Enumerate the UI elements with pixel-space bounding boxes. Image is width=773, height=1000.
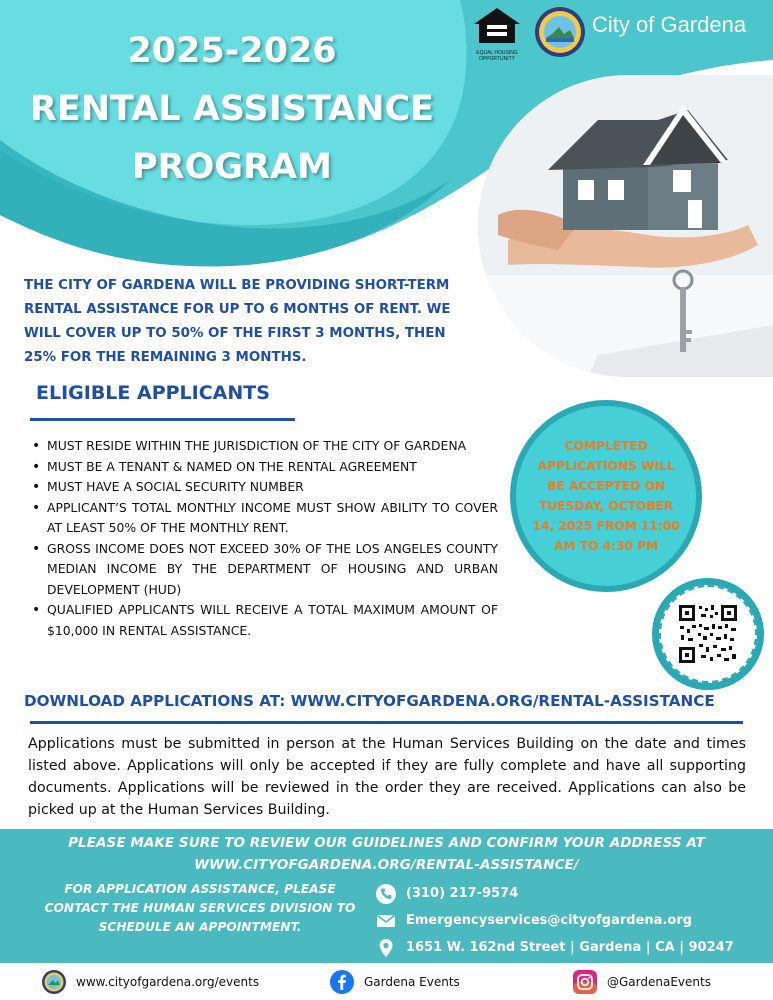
eligibility-list xyxy=(30,436,498,641)
city-name: City of Gardena xyxy=(592,12,747,37)
street-address: 1651 W. 162nd Street | Gardena | CA | 90247 xyxy=(406,940,734,955)
mail-icon xyxy=(376,911,396,931)
contact-email[interactable] xyxy=(376,907,734,934)
house-in-hand-photo xyxy=(478,75,773,377)
title-line-2: RENTAL ASSISTANCE xyxy=(29,89,435,129)
footer xyxy=(0,963,773,1000)
footer-website[interactable] xyxy=(42,970,259,994)
location-pin-icon xyxy=(376,938,396,958)
facebook-icon xyxy=(330,970,354,994)
facebook-handle: Gardena Events xyxy=(364,975,460,989)
guidelines-notice xyxy=(20,832,753,876)
heading-divider xyxy=(30,418,295,421)
download-divider xyxy=(30,721,743,724)
header-logos xyxy=(470,6,746,62)
guidelines-line-1: PLEASE MAKE SURE TO REVIEW OUR GUIDELINES AND CONFIRM YOUR ADDRESS AT xyxy=(68,835,705,851)
deadline-text: COMPLETED APPLICATIONS WILL BE ACCEPTED ON TUESDAY, OCTOBER 14, 2025 FROM 11:00 AM TO 4:30 PM xyxy=(532,439,680,553)
list-item: • GROSS INCOME DOES NOT EXCEED 30% OF THE LOS ANGELES COUNTY MEDIAN INCOME BY THE DEPARTMENT OF HOUSING AND URBAN DEVELOPMENT (HUD) xyxy=(30,539,498,601)
equal-housing-label: EQUAL HOUSING OPPORTUNITY xyxy=(476,50,518,62)
phone-number: (310) 217-9574 xyxy=(406,886,519,901)
title-line-3: PROGRAM xyxy=(132,147,332,187)
contact-address xyxy=(376,934,734,961)
list-item: • MUST HAVE A SOCIAL SECURITY NUMBER xyxy=(30,477,498,498)
email-address: Emergencyservices@cityofgardena.org xyxy=(406,913,693,928)
house-icon xyxy=(470,6,524,46)
assistance-text: FOR APPLICATION ASSISTANCE, PLEASE CONTACT THE HUMAN SERVICES DIVISION TO SCHEDULE AN APPOINTMENT. xyxy=(44,882,356,934)
instagram-icon xyxy=(573,970,597,994)
list-item: • APPLICANT’S TOTAL MONTHLY INCOME MUST SHOW ABILITY TO COVER AT LEAST 50% OF THE MONTHLY RENT. xyxy=(30,498,498,539)
list-item: • QUALIFIED APPLICANTS WILL RECEIVE A TOTAL MAXIMUM AMOUNT OF $10,000 IN RENTAL ASSISTANCE. xyxy=(30,600,498,641)
qr-dashed-ring xyxy=(659,585,757,683)
city-seal-icon xyxy=(534,6,586,58)
program-intro: THE CITY OF GARDENA WILL BE PROVIDING SHORT-TERM RENTAL ASSISTANCE FOR UP TO 6 MONTHS OF RENT. WE WILL COVER UP TO 50% OF THE FIRST 3 MONTHS, THEN 25% FOR THE REMAINING 3 MONTHS. xyxy=(24,278,451,365)
list-item: • MUST RESIDE WITHIN THE JURISDICTION OF THE CITY OF GARDENA xyxy=(30,436,498,457)
footer-facebook[interactable] xyxy=(330,970,460,994)
contact-phone[interactable] xyxy=(376,880,734,907)
title-line-1: 2025-2026 xyxy=(127,31,337,71)
deadline-badge xyxy=(510,400,702,592)
guidelines-url[interactable]: WWW.CITYOFGARDENA.ORG/RENTAL-ASSISTANCE/ xyxy=(194,857,579,873)
contact-list xyxy=(376,880,734,961)
eligible-applicants-heading: ELIGIBLE APPLICANTS xyxy=(36,382,270,404)
submission-instructions: Applications must be submitted in person at the Human Services Building on the date and times listed above. Applications will only be accepted if they are fully complete and have all supporting documents. Applications will be reviewed in the order they are received. Applications can also be picked up at the Human Services Building. xyxy=(28,736,746,818)
phone-icon xyxy=(376,884,396,904)
page-title xyxy=(22,22,442,196)
website-url: www.cityofgardena.org/events xyxy=(76,975,260,989)
city-seal-icon xyxy=(42,970,66,994)
footer-instagram[interactable] xyxy=(573,970,711,994)
list-item: • MUST BE A TENANT & NAMED ON THE RENTAL AGREEMENT xyxy=(30,457,498,478)
instagram-handle: @GardenaEvents xyxy=(607,975,711,989)
equal-housing-logo xyxy=(470,6,524,62)
download-link[interactable]: DOWNLOAD APPLICATIONS AT: WWW.CITYOFGARDENA.ORG/RENTAL-ASSISTANCE xyxy=(24,692,715,710)
